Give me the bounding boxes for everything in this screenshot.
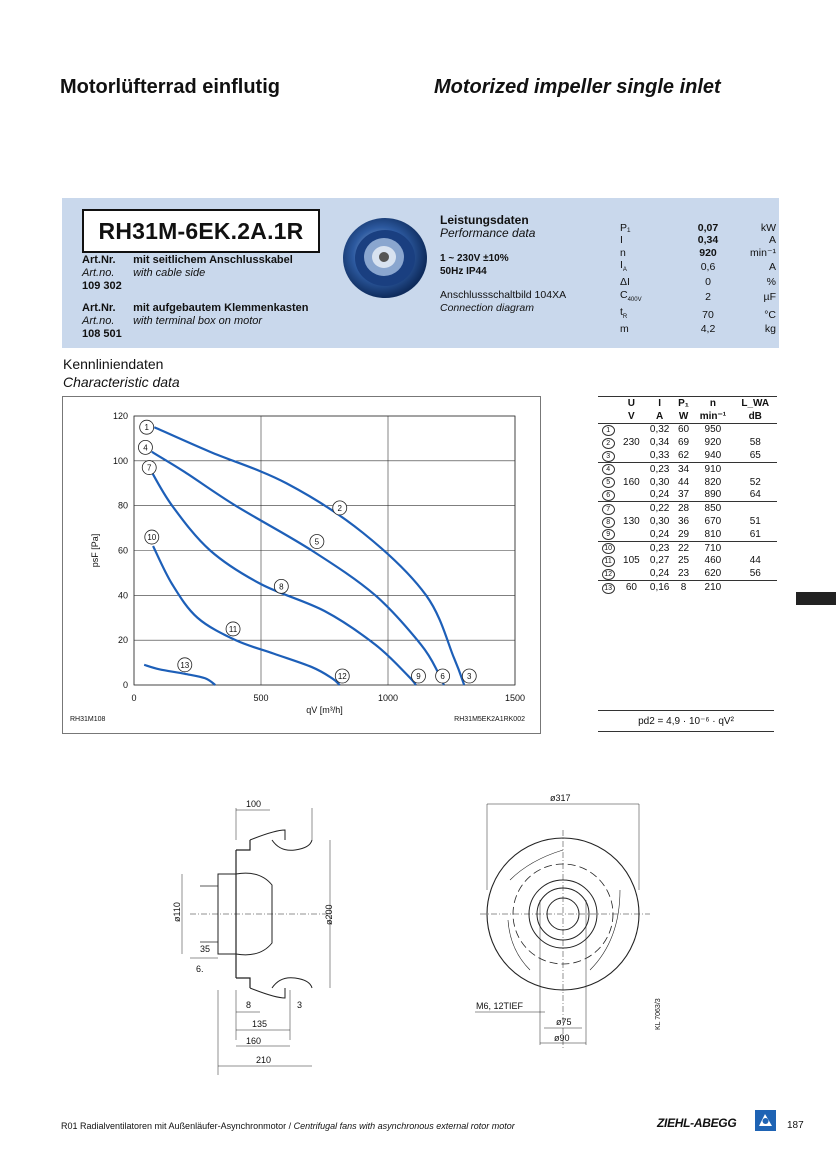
y-tick-label: 80 [117, 500, 128, 511]
variant-label-en: Art.no. [82, 315, 115, 327]
table-cell: 940 [692, 449, 733, 462]
table-row [598, 449, 777, 462]
table-cell: 0,24 [644, 528, 674, 541]
variant-number: 108 501 [82, 328, 122, 340]
spec-row [620, 323, 776, 335]
table-row [598, 567, 777, 580]
table-row [598, 462, 777, 475]
row-number-badge: 9 [602, 529, 615, 540]
table-cell [618, 449, 644, 462]
curve-marker-label: 8 [279, 582, 284, 592]
curve-marker-label: 12 [337, 672, 347, 682]
dim-d75: ø75 [556, 1017, 572, 1027]
table-cell: I [644, 397, 674, 410]
row-number-badge: 7 [602, 504, 615, 515]
spec-unit: % [766, 276, 776, 289]
spec-symbol: n [620, 246, 626, 259]
variant-1 [82, 254, 293, 293]
table-row [598, 581, 777, 594]
table-cell: 56 [734, 567, 777, 580]
spec-row [620, 222, 776, 234]
table-cell: 850 [704, 503, 722, 515]
row-marker [598, 581, 618, 594]
table-cell: 670 [704, 516, 722, 528]
front-view-drawing [470, 790, 670, 1060]
table-cell: min⁻¹ [692, 410, 733, 423]
chart-footnote-right: RH31M5EK2A1RK002 [454, 716, 525, 723]
table-cell: 820 [704, 476, 722, 488]
table-cell: P₁ [675, 397, 692, 410]
table-cell [618, 567, 644, 580]
dim-m6: M6, 12TIEF [476, 1001, 524, 1011]
spec-value: 0 [705, 276, 711, 289]
variant-label: Art.Nr. [82, 254, 116, 266]
table-cell: 52 [749, 476, 761, 488]
section-title-en: Characteristic data [63, 374, 180, 390]
dim-210: 210 [256, 1055, 272, 1065]
performance-title-en: Performance data [440, 226, 536, 240]
table-cell: 8 [680, 582, 687, 594]
row-marker [598, 502, 618, 515]
table-cell [618, 423, 644, 436]
y-tick-label: 40 [117, 590, 128, 601]
spec-unit: min⁻¹ [750, 246, 776, 259]
spec-unit: kW [760, 222, 776, 234]
table-cell: 230 [623, 437, 640, 449]
table-cell: 210 [704, 582, 722, 594]
dim-35: 35 [200, 944, 211, 954]
table-cell: 0,32 [649, 424, 670, 436]
spec-symbol: $t_R$ [620, 305, 628, 321]
table-cell [618, 528, 644, 541]
spec-symbol: $C_{400V}$ [620, 288, 642, 303]
row-number-badge: 13 [602, 583, 615, 594]
table-cell [734, 502, 777, 515]
operating-data-table [598, 396, 777, 594]
table-cell: 920 [704, 437, 722, 449]
spec-value: 0,6 [700, 261, 716, 274]
table-cell: 950 [704, 424, 722, 436]
y-tick-label: 120 [112, 411, 128, 421]
y-axis-label: psF [Pa] [90, 533, 100, 568]
dynamic-pressure-formula [598, 710, 774, 732]
dim-d110: ø110 [172, 902, 182, 922]
page-number: 187 [787, 1120, 804, 1131]
dim-6: 6. [196, 964, 204, 974]
table-cell: 460 [704, 555, 722, 567]
spec-row [620, 276, 776, 288]
spec-unit: kg [764, 323, 776, 336]
spec-row [620, 306, 776, 323]
side-view-drawing [160, 790, 360, 1080]
table-row [598, 476, 777, 489]
table-cell: 810 [692, 528, 733, 541]
spec-value: 0,34 [697, 234, 719, 247]
curve-marker-label: 10 [147, 533, 157, 543]
row-marker [598, 515, 618, 528]
spec-symbol: $I_A$ [620, 258, 627, 273]
spec-unit: A [768, 234, 776, 247]
row-number-badge: 11 [602, 556, 615, 567]
y-tick-label: 20 [117, 635, 128, 646]
curve-marker-label: 1 [144, 423, 149, 433]
table-cell: 58 [749, 437, 761, 449]
spec-value: 70 [702, 308, 714, 321]
row-number-badge: 3 [602, 451, 615, 462]
curve-marker-label: 9 [416, 672, 421, 682]
table-cell: 0,30 [649, 476, 670, 488]
table-row [598, 489, 777, 502]
variant-2 [82, 302, 309, 341]
section-title: Kennliniendaten [63, 356, 164, 372]
chart-footnote-left: RH31M108 [70, 716, 106, 723]
table-cell: U [618, 397, 644, 410]
connection-diagram: Anschlussschaltbild 104XA [440, 289, 567, 301]
table-cell: 0,34 [649, 437, 670, 449]
row-number-badge: 8 [602, 517, 615, 528]
table-cell: 0,24 [644, 489, 674, 502]
table-row [598, 436, 777, 449]
table-cell: 34 [677, 463, 690, 475]
table-cell: 25 [677, 555, 690, 567]
table-cell: 23 [675, 567, 692, 580]
row-number-badge: 12 [602, 569, 615, 580]
spec-row [620, 234, 776, 246]
table-cell [618, 502, 644, 515]
table-cell: A [644, 410, 674, 423]
row-marker [598, 555, 618, 568]
table-cell: 61 [734, 528, 777, 541]
table-cell: 37 [675, 489, 692, 502]
table-cell: 130 [623, 516, 640, 528]
table-cell: 64 [734, 489, 777, 502]
dim-d200: ø200 [324, 904, 334, 925]
spec-row [620, 289, 776, 306]
variant-desc-en: with cable side [133, 267, 206, 279]
performance-title: Leistungsdaten [440, 213, 529, 227]
spec-unit: µF [763, 291, 776, 304]
table-row [598, 528, 777, 541]
table-cell [618, 489, 644, 502]
connection-diagram-en: Connection diagram [440, 302, 534, 314]
table-cell: n [692, 397, 733, 410]
dim-3: 3 [297, 1000, 303, 1010]
table-cell: 160 [623, 476, 640, 488]
dim-135: 135 [252, 1019, 268, 1029]
x-tick-label: 1500 [504, 693, 526, 703]
table-cell: W [675, 410, 692, 423]
row-number-badge: 6 [602, 490, 615, 501]
table-row [598, 515, 777, 528]
table-cell: 910 [704, 463, 722, 475]
table-cell: 0,24 [644, 567, 674, 580]
table-cell: 890 [692, 489, 733, 502]
table-cell: 22 [677, 542, 690, 554]
curve-7 [149, 468, 416, 685]
table-cell: 0,22 [649, 503, 670, 515]
row-number-badge: 10 [602, 543, 615, 554]
table-cell: 60 [677, 424, 690, 436]
table-cell: 65 [734, 449, 777, 462]
row-number-badge: 5 [602, 477, 615, 488]
supply-frequency: 50Hz IP44 [440, 266, 487, 277]
curve-marker-label: 13 [180, 660, 190, 670]
variant-desc: mit aufgebautem Klemmenkasten [133, 302, 309, 314]
y-tick-label: 60 [117, 545, 128, 556]
row-marker [598, 476, 618, 489]
table-cell: 0,33 [644, 449, 674, 462]
spec-row [620, 259, 776, 276]
row-marker [598, 436, 618, 449]
x-axis-label: qV [m³/h] [306, 705, 343, 715]
x-tick-label: 1000 [377, 693, 399, 703]
spec-value: 2 [705, 291, 711, 304]
spec-symbol: P₁ [620, 222, 631, 234]
table-cell: V [618, 410, 644, 423]
row-marker [598, 397, 618, 410]
dim-160: 160 [246, 1036, 262, 1046]
variant-label-en: Art.no. [82, 267, 115, 279]
table-cell: 62 [675, 449, 692, 462]
dim-100: 100 [246, 799, 262, 809]
table-cell: 0,16 [649, 582, 670, 594]
model-name: RH31M-6EK.2A.1R [82, 209, 320, 253]
spec-table [620, 222, 776, 336]
unit-row [598, 410, 777, 423]
table-cell [618, 541, 644, 554]
impeller-photo [340, 212, 430, 302]
table-cell: 36 [677, 516, 690, 528]
row-marker [598, 567, 618, 580]
spec-symbol: I [620, 234, 623, 247]
row-marker [598, 528, 618, 541]
row-marker [598, 449, 618, 462]
row-number-badge: 2 [602, 438, 615, 449]
table-cell [618, 462, 644, 475]
variant-desc-en: with terminal box on motor [133, 315, 263, 327]
footer-text [61, 1121, 515, 1131]
header-row [598, 397, 777, 410]
table-cell: 0,27 [649, 555, 670, 567]
x-tick-label: 500 [253, 693, 269, 703]
chapter-tab-marker [796, 592, 836, 605]
curve-4 [152, 452, 444, 685]
spec-value: 920 [699, 246, 717, 259]
curve-marker-label: 7 [147, 463, 152, 473]
spec-unit: °C [764, 308, 776, 321]
table-cell: 51 [749, 516, 761, 528]
table-cell: 710 [704, 542, 722, 554]
table-cell: 60 [625, 582, 637, 594]
dim-8: 8 [246, 1000, 252, 1010]
curve-marker-label: 11 [228, 624, 238, 634]
spec-symbol: m [620, 323, 629, 336]
supply-voltage: 1 ~ 230V ±10% [440, 253, 509, 264]
table-cell: 0,23 [649, 463, 670, 475]
brand-logo-icon [755, 1110, 776, 1131]
curve-1 [154, 427, 464, 685]
variant-desc: mit seitlichem Anschlusskabel [133, 254, 293, 266]
table-cell: 0,30 [649, 516, 670, 528]
table-cell: 0,23 [649, 542, 670, 554]
table-cell: 44 [677, 476, 690, 488]
table-cell [734, 541, 777, 554]
characteristic-chart [62, 396, 541, 734]
spec-row [620, 247, 776, 259]
brand-logo: ZIEHL-ABEGG [657, 1116, 737, 1130]
dim-d317: ø317 [550, 793, 571, 803]
drawing-ref: KL 7063/3 [655, 998, 662, 1030]
title-english: Motorized impeller single inlet [434, 76, 721, 98]
table-row [598, 502, 777, 515]
table-cell: 620 [692, 567, 733, 580]
variant-number: 109 302 [82, 280, 122, 292]
curve-marker-label: 2 [337, 503, 342, 513]
table-cell: 29 [675, 528, 692, 541]
variant-label: Art.Nr. [82, 302, 116, 314]
row-marker [598, 423, 618, 436]
table-cell: 69 [677, 437, 690, 449]
table-cell: dB [734, 410, 777, 423]
row-marker [598, 462, 618, 475]
footer-text-en: Centrifugal fans with asynchronous external rotor motor [293, 1121, 515, 1131]
row-number-badge: 4 [602, 464, 615, 475]
table-cell [734, 581, 777, 594]
spec-value: 0,07 [697, 222, 719, 234]
y-tick-label: 0 [122, 680, 128, 690]
row-marker [598, 489, 618, 502]
table-row [598, 541, 777, 554]
table-cell: L_WA [734, 397, 777, 410]
curve-marker-label: 4 [143, 443, 148, 453]
row-number-badge: 1 [602, 425, 615, 436]
table-cell [734, 423, 777, 436]
spec-value: 4,2 [700, 323, 716, 336]
table-cell: 105 [623, 555, 640, 567]
table-cell: 28 [677, 503, 690, 515]
curve-marker-label: 3 [467, 672, 472, 682]
curve-marker-label: 6 [440, 672, 445, 682]
table-cell [734, 462, 777, 475]
table-row [598, 555, 777, 568]
row-marker [598, 541, 618, 554]
y-tick-label: 100 [112, 455, 128, 466]
spec-symbol: ΔI [620, 276, 630, 289]
title-german: Motorlüfterrad einflutig [60, 76, 280, 98]
row-marker [598, 410, 618, 423]
footer-text-de: R01 Radialventilatoren mit Außenläufer-Asynchronmotor / [61, 1121, 292, 1131]
table-row [598, 423, 777, 436]
x-tick-label: 0 [131, 693, 137, 703]
performance-block [440, 214, 566, 315]
curve-marker-label: 5 [314, 537, 320, 547]
table-cell: 44 [749, 555, 761, 567]
dim-d90: ø90 [554, 1033, 570, 1043]
formula-text: pd2 = 4,9 · 10⁻⁶ · qV² [638, 716, 734, 727]
spec-unit: A [768, 261, 776, 274]
